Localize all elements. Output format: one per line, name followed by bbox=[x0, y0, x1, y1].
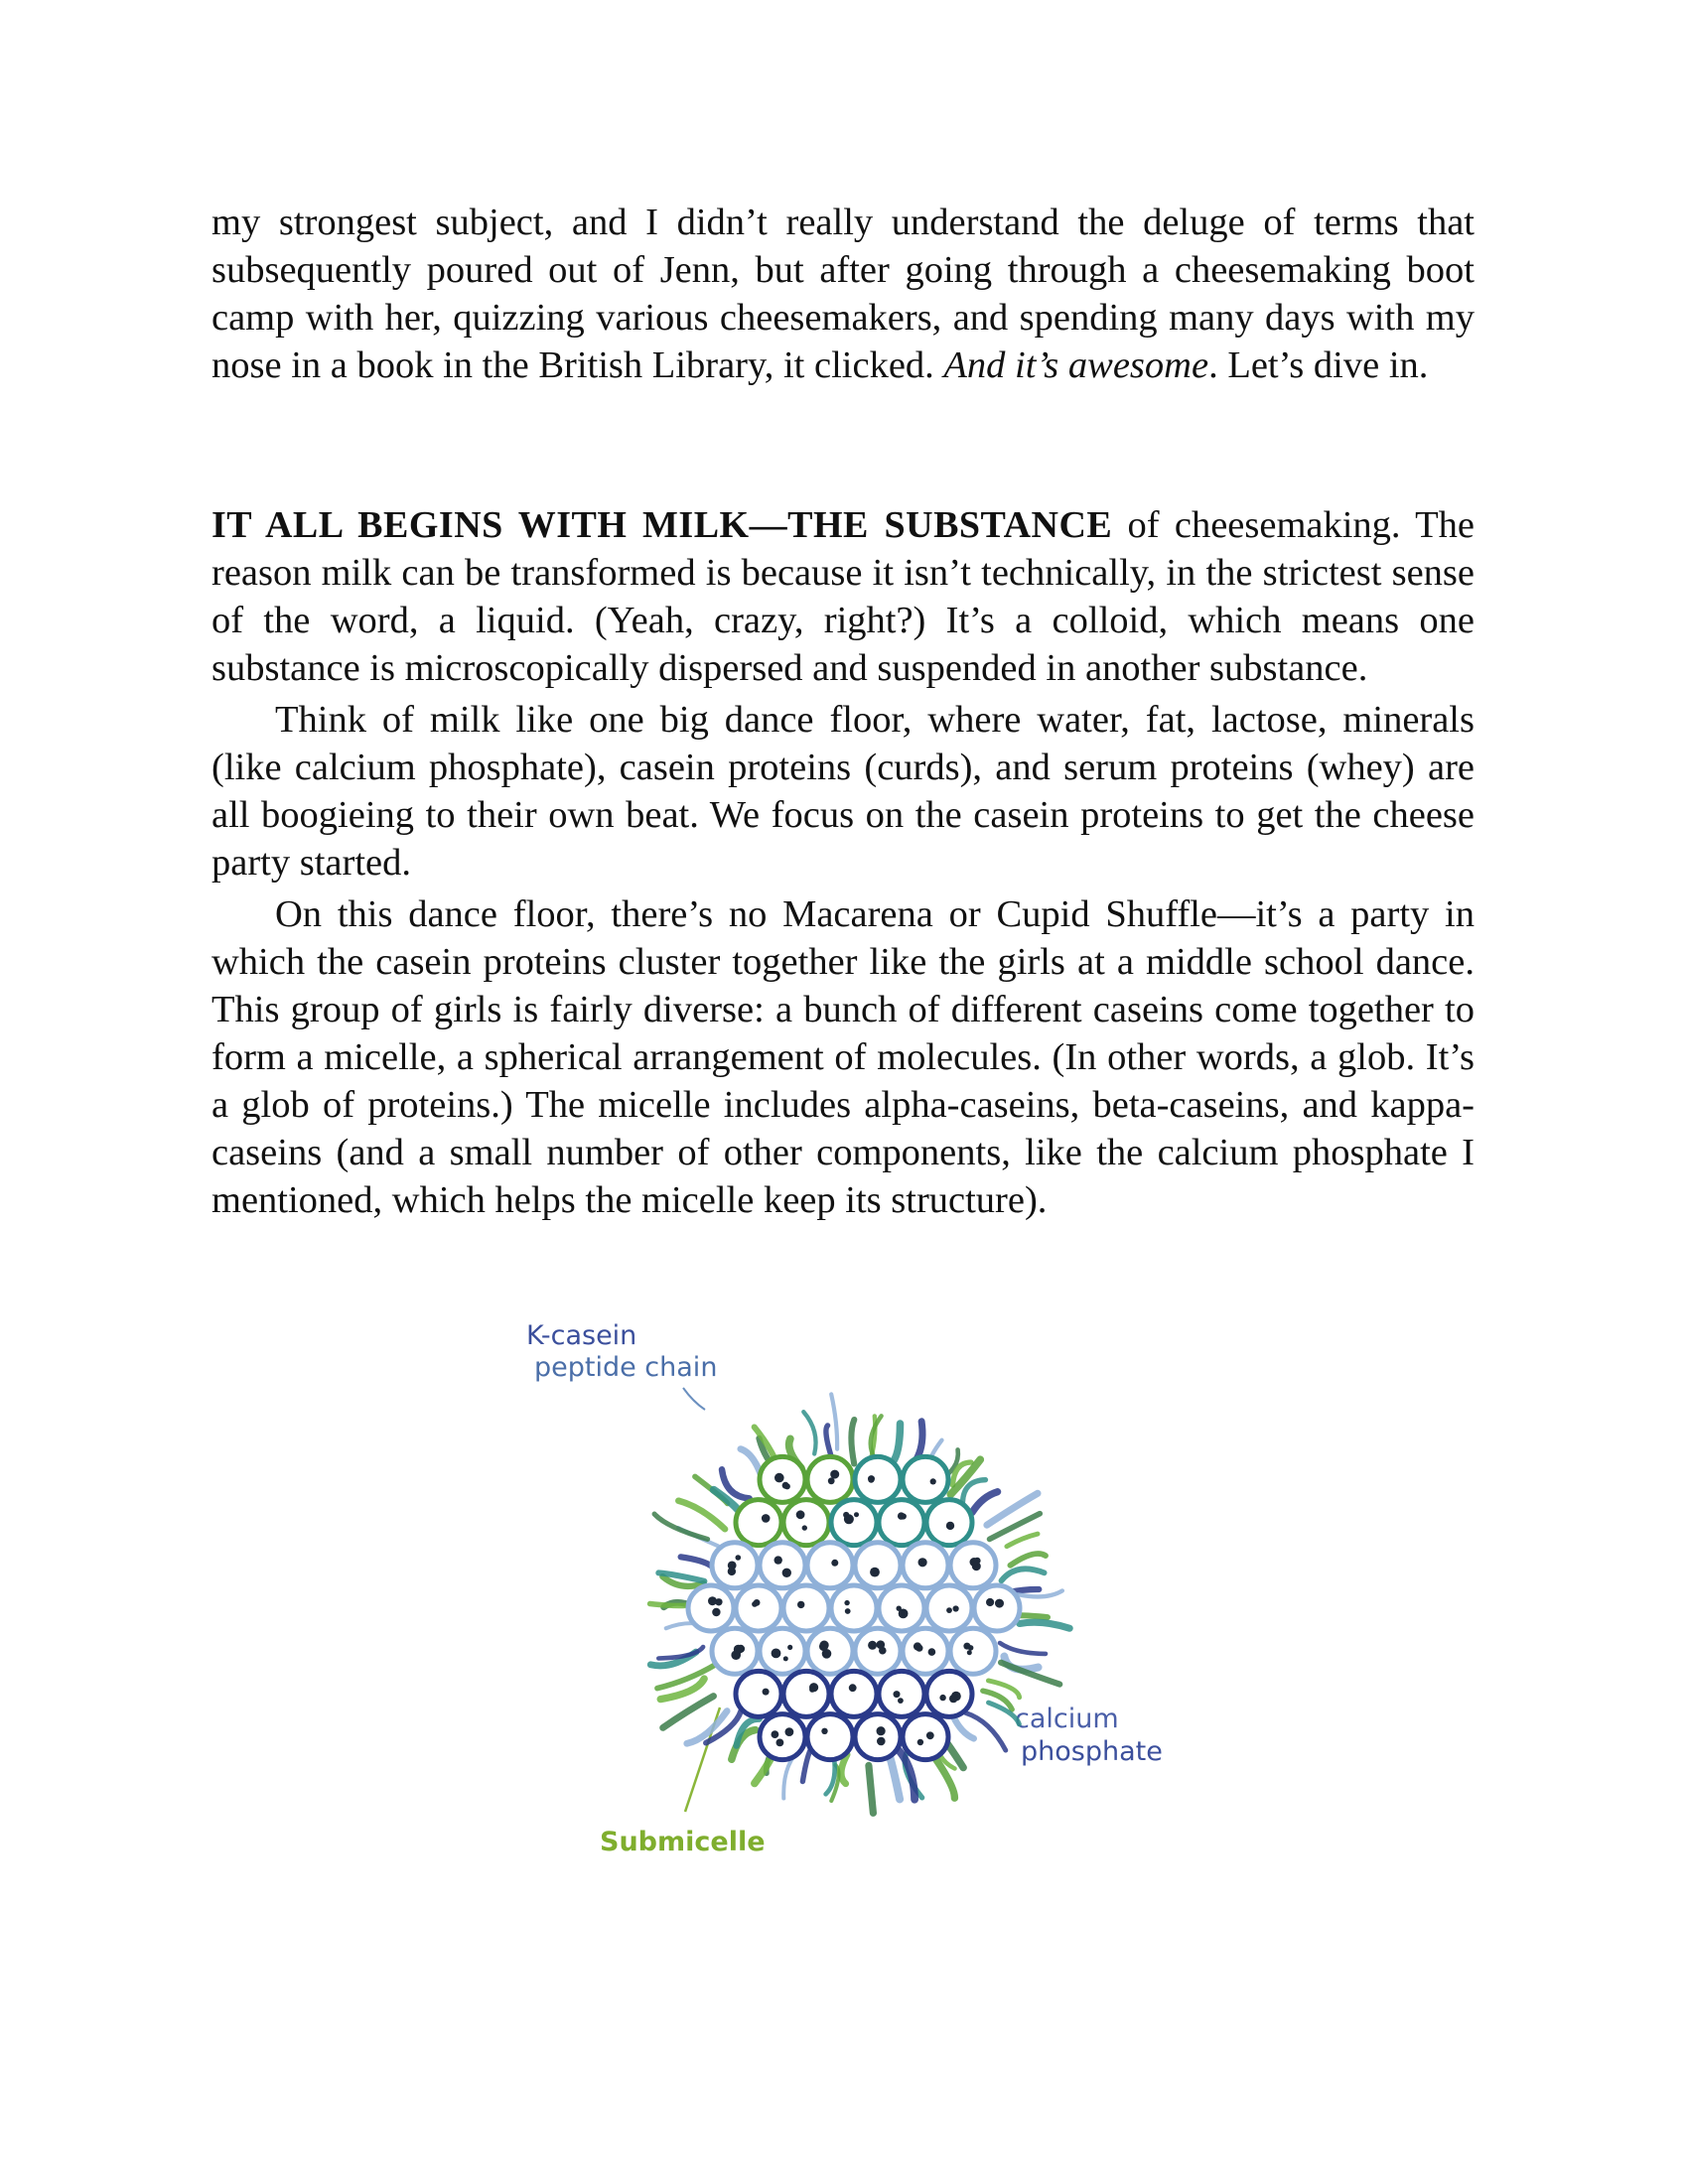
submicelle-sphere bbox=[783, 1585, 829, 1631]
calcium-phosphate-dot bbox=[774, 1473, 784, 1483]
submicelle-sphere bbox=[855, 1456, 901, 1502]
submicelle bbox=[879, 1671, 924, 1716]
peptide-chain bbox=[869, 1765, 874, 1813]
calcium-phosphate-dot bbox=[797, 1601, 804, 1608]
calcium-phosphate-dot bbox=[849, 1684, 857, 1692]
calcium-phosphate-dot bbox=[830, 1470, 839, 1479]
peptide-chain bbox=[1020, 1622, 1069, 1628]
calcium-phosphate-dot bbox=[763, 1689, 770, 1696]
calcium-phosphate-dot bbox=[774, 1556, 782, 1564]
calcium-phosphate-dot bbox=[995, 1599, 1004, 1608]
section-paragraph-1-text: of cheesemaking. The reason milk can be transformed is because it isn’t technically, in the strictest sense of the word, a liquid. (Yeah, crazy, right?) It’s a colloid, which means one substance is microscopically dispersed and suspended in another substance. bbox=[211, 504, 1475, 689]
submicelle-sphere bbox=[831, 1671, 877, 1716]
peptide-chain bbox=[687, 1711, 728, 1744]
peptide-chain bbox=[831, 1394, 837, 1448]
kcasein-pointer bbox=[683, 1388, 705, 1410]
peptide-chain bbox=[1002, 1569, 1045, 1580]
submicelle bbox=[950, 1628, 996, 1674]
peptide-chain bbox=[681, 1557, 712, 1566]
peptide-chain bbox=[953, 1716, 974, 1739]
label-kcasein-line2: peptide chain bbox=[534, 1352, 718, 1383]
calcium-phosphate-dot bbox=[868, 1641, 877, 1650]
calcium-phosphate-dot bbox=[785, 1727, 794, 1736]
calcium-phosphate-dot bbox=[967, 1650, 972, 1655]
calcium-phosphate-dot bbox=[951, 1692, 961, 1702]
peptide-chain bbox=[889, 1753, 900, 1800]
submicelle-sphere bbox=[974, 1585, 1020, 1631]
calcium-phosphate-dot bbox=[953, 1605, 959, 1611]
submicelle-sphere bbox=[807, 1714, 853, 1760]
peptide-chain bbox=[1007, 1534, 1038, 1547]
peptide-chain bbox=[803, 1412, 815, 1453]
calcium-phosphate-dot bbox=[877, 1640, 886, 1649]
peptide-chain bbox=[966, 1712, 1006, 1750]
calcium-phosphate-dot bbox=[712, 1608, 720, 1616]
submicelle bbox=[807, 1456, 853, 1502]
calcium-phosphate-dot bbox=[772, 1730, 779, 1738]
calcium-phosphate-dot bbox=[928, 1648, 936, 1656]
submicelle bbox=[807, 1628, 853, 1674]
continuation-text: my strongest subject, and I didn’t really understand the deluge of terms that subsequently poured out of Jenn, but after going through a cheesemaking boot camp with her, quizzing various cheesemakers, and spending many days with my nose in a book in the British Library, it clicked. bbox=[211, 202, 1475, 386]
submicelle-sphere bbox=[879, 1671, 924, 1716]
submicelle-sphere bbox=[783, 1671, 829, 1716]
calcium-phosphate-dot bbox=[787, 1645, 792, 1650]
submicelle-sphere bbox=[783, 1500, 829, 1546]
submicelle bbox=[688, 1585, 734, 1631]
label-kcasein-line1: K-casein bbox=[526, 1320, 637, 1351]
submicelle bbox=[712, 1628, 758, 1674]
calcium-phosphate-dot bbox=[752, 1601, 758, 1607]
label-calcium-line2: phosphate bbox=[1021, 1736, 1163, 1767]
submicelle bbox=[926, 1585, 972, 1631]
calcium-phosphate-dot bbox=[970, 1558, 979, 1567]
submicelle-sphere bbox=[903, 1714, 948, 1760]
submicelle bbox=[783, 1671, 829, 1716]
submicelle-sphere bbox=[926, 1671, 972, 1716]
submicelle bbox=[903, 1543, 948, 1588]
casein-micelle-illustration bbox=[516, 1310, 1192, 1866]
peptide-chain bbox=[972, 1492, 998, 1513]
submicelle bbox=[855, 1628, 901, 1674]
peptide-chain bbox=[1010, 1554, 1046, 1566]
submicelle-sphere bbox=[903, 1628, 948, 1674]
submicelle-sphere bbox=[903, 1456, 948, 1502]
submicelle-sphere bbox=[950, 1628, 996, 1674]
submicelle bbox=[760, 1543, 805, 1588]
submicelle bbox=[760, 1456, 805, 1502]
submicelle bbox=[807, 1714, 853, 1760]
calcium-phosphate-dot bbox=[715, 1598, 722, 1605]
section-body bbox=[211, 501, 1475, 1224]
section-paragraph-1 bbox=[211, 501, 1475, 692]
calcium-phosphate-dot bbox=[796, 1510, 805, 1519]
submicelle bbox=[831, 1500, 877, 1546]
calcium-phosphate-dot bbox=[918, 1558, 927, 1567]
calcium-phosphate-dot bbox=[915, 1645, 922, 1652]
continuation-text-end: . Let’s dive in. bbox=[1208, 344, 1429, 386]
submicelle-sphere bbox=[831, 1500, 877, 1546]
calcium-phosphate-dot bbox=[877, 1726, 886, 1735]
calcium-phosphate-dot bbox=[986, 1598, 994, 1606]
calcium-phosphate-dot bbox=[762, 1514, 771, 1523]
calcium-phosphate-dot bbox=[926, 1731, 934, 1739]
submicelle bbox=[855, 1456, 901, 1502]
section-paragraph-2: Think of milk like one big dance floor, where water, fat, lactose, minerals (like calcium phosphate), casein proteins (curds), and serum proteins (whey) are all boogieing to their own beat. We focus on the casein proteins to get the cheese party started. bbox=[211, 699, 1475, 884]
submicelle bbox=[855, 1543, 901, 1588]
submicelle-sphere bbox=[736, 1671, 781, 1716]
submicelle bbox=[736, 1500, 781, 1546]
submicelle bbox=[831, 1585, 877, 1631]
calcium-phosphate-dot bbox=[898, 1512, 905, 1519]
calcium-phosphate-dot bbox=[828, 1477, 835, 1484]
calcium-phosphate-dot bbox=[772, 1649, 781, 1659]
peptide-chain bbox=[1000, 1643, 1046, 1654]
calcium-phosphate-dot bbox=[782, 1482, 789, 1489]
paragraph-continuation bbox=[211, 199, 1475, 389]
submicelle bbox=[903, 1714, 948, 1760]
calcium-phosphate-dot bbox=[877, 1737, 886, 1746]
micelle-drawing bbox=[516, 1310, 1192, 1866]
continuation-italic: And it’s awesome bbox=[943, 344, 1209, 386]
submicelle-sphere bbox=[855, 1714, 901, 1760]
calcium-phosphate-dot bbox=[776, 1739, 784, 1747]
calcium-phosphate-dot bbox=[870, 1568, 880, 1577]
label-submicelle: Submicelle bbox=[600, 1827, 766, 1857]
submicelle-sphere bbox=[879, 1500, 924, 1546]
section-paragraph-3: On this dance floor, there’s no Macarena or Cupid Shuffle—it’s a party in which the casein proteins cluster together like the girls at a middle school dance. This group of girls is fairly diverse: a bunch of different caseins come together to form a micelle, a spherical arrangement of molecules. (In other words, a glob. It’s a glob of proteins.) The micelle includes alpha-caseins, beta-caseins, and kappa-caseins (and a small number of other components, like the calcium phosphate I mentioned, which helps the micelle keep its structure). bbox=[211, 893, 1475, 1221]
calcium-phosphate-dot bbox=[809, 1683, 818, 1692]
submicelle-sphere bbox=[760, 1714, 805, 1760]
submicelle bbox=[736, 1585, 781, 1631]
calcium-phosphate-dot bbox=[963, 1643, 970, 1650]
submicelle-sphere bbox=[736, 1585, 781, 1631]
peptide-chain bbox=[678, 1501, 725, 1530]
submicelle-sphere bbox=[879, 1585, 924, 1631]
submicelle-sphere bbox=[855, 1628, 901, 1674]
calcium-phosphate-dot bbox=[946, 1607, 952, 1613]
submicelle bbox=[926, 1671, 972, 1716]
submicelle-sphere bbox=[855, 1543, 901, 1588]
submicelle-sphere bbox=[807, 1543, 853, 1588]
calcium-phosphate-dot bbox=[782, 1569, 791, 1577]
label-calcium-line1: calcium bbox=[1015, 1704, 1119, 1734]
section-lead-in: IT ALL BEGINS WITH MILK—THE SUBSTANCE bbox=[211, 504, 1113, 546]
calcium-phosphate-dot bbox=[917, 1739, 923, 1745]
submicelle bbox=[855, 1714, 901, 1760]
submicelle bbox=[760, 1714, 805, 1760]
submicelle-sphere bbox=[831, 1585, 877, 1631]
submicelle-sphere bbox=[688, 1585, 734, 1631]
submicelle bbox=[760, 1628, 805, 1674]
calcium-phosphate-dot bbox=[734, 1645, 743, 1654]
calcium-phosphate-dot bbox=[783, 1656, 788, 1661]
submicelle bbox=[903, 1456, 948, 1502]
peptide-chain bbox=[650, 1604, 691, 1606]
submicelle bbox=[736, 1671, 781, 1716]
submicelle-sphere bbox=[760, 1543, 805, 1588]
submicelle bbox=[783, 1500, 829, 1546]
calcium-phosphate-dot bbox=[854, 1512, 859, 1517]
calcium-phosphate-dot bbox=[868, 1477, 874, 1483]
submicelle bbox=[926, 1500, 972, 1546]
calcium-phosphate-dot bbox=[845, 1608, 851, 1614]
submicelle-sphere bbox=[760, 1628, 805, 1674]
calcium-phosphate-dot bbox=[831, 1560, 838, 1567]
calcium-phosphate-dot bbox=[939, 1695, 945, 1701]
submicelle bbox=[879, 1500, 924, 1546]
submicelle bbox=[974, 1585, 1020, 1631]
calcium-phosphate-dot bbox=[894, 1691, 901, 1698]
calcium-phosphate-dot bbox=[898, 1698, 904, 1704]
peptide-chain bbox=[851, 1420, 854, 1464]
calcium-phosphate-dot bbox=[728, 1562, 737, 1570]
calcium-phosphate-dot bbox=[736, 1555, 742, 1561]
submicelle bbox=[807, 1543, 853, 1588]
calcium-phosphate-dot bbox=[802, 1525, 807, 1530]
calcium-phosphate-dot bbox=[844, 1600, 849, 1605]
calcium-phosphate-dot bbox=[843, 1512, 849, 1518]
calcium-phosphate-dot bbox=[821, 1728, 827, 1734]
submicelle bbox=[831, 1671, 877, 1716]
submicelle bbox=[712, 1543, 758, 1588]
calcium-phosphate-dot bbox=[899, 1609, 909, 1619]
submicelle-sphere bbox=[736, 1500, 781, 1546]
calcium-phosphate-dot bbox=[820, 1641, 829, 1650]
submicelle bbox=[903, 1628, 948, 1674]
submicelle bbox=[950, 1543, 996, 1588]
peptide-chain bbox=[654, 1514, 708, 1539]
continuation-paragraph bbox=[211, 199, 1475, 389]
submicelle bbox=[879, 1585, 924, 1631]
submicelle bbox=[783, 1585, 829, 1631]
calcium-phosphate-dot bbox=[946, 1522, 954, 1530]
calcium-phosphate-dot bbox=[930, 1478, 936, 1484]
